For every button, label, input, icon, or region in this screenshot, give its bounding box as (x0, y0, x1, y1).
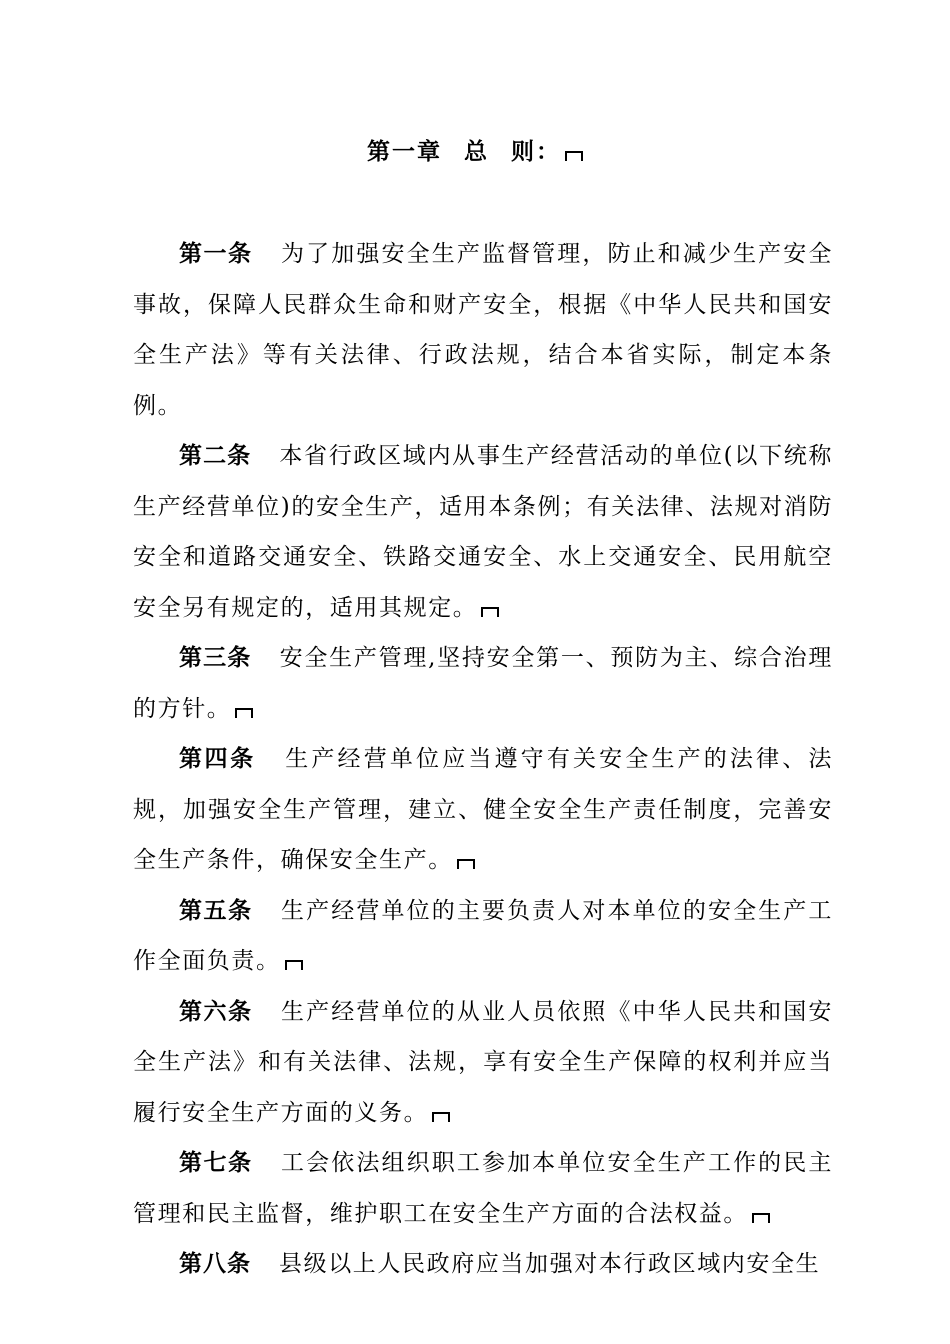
paragraph-mark-icon (285, 960, 303, 970)
article-text: 工会依法组织职工参加本单位安全生产工作的民主管理和民主监督，维护职工在安全生产方面的合法权益。 (133, 1150, 834, 1227)
chapter-number: 第一章 (367, 139, 442, 165)
paragraph-mark-icon (481, 607, 499, 617)
article-7 (133, 1138, 833, 1239)
paragraph-mark-icon (235, 708, 253, 718)
article-1 (133, 229, 833, 431)
article-2 (133, 431, 833, 633)
paragraph-mark-icon (752, 1213, 770, 1223)
article-number: 第一条 (179, 241, 253, 267)
article-number: 第七条 (179, 1150, 253, 1176)
article-text: 安全生产管理,坚持安全第一、预防为主、综合治理的方针。 (133, 645, 833, 722)
article-4 (133, 734, 833, 886)
article-5 (133, 886, 833, 987)
article-3 (133, 633, 833, 734)
article-number: 第二条 (179, 443, 252, 469)
article-number: 第五条 (179, 897, 253, 924)
chapter-word-2: 则： (511, 139, 561, 165)
article-number: 第四条 (179, 746, 256, 772)
paragraph-mark-icon (457, 859, 475, 869)
article-text: 本省行政区域内从事生产经营活动的单位(以下统称生产经营单位)的安全生产，适用本条例；有关法律、法规对消防安全和道路交通安全、铁路交通安全、水上交通安全、民用航空安全另有规定的，适用其规定。 (133, 443, 834, 621)
article-text: 县级以上人民政府应当加强对本行政区域内安全生 (279, 1251, 821, 1277)
chapter-word-1: 总 (464, 139, 489, 165)
article-number: 第六条 (179, 998, 253, 1025)
article-number: 第三条 (179, 645, 252, 671)
article-8 (133, 1239, 833, 1290)
article-text: 生产经营单位应当遵守有关安全生产的法律、法规，加强安全生产管理，建立、健全安全生产责任制度，完善安全生产条件，确保安全生产。 (133, 746, 834, 873)
chapter-title (0, 132, 950, 172)
article-list (133, 229, 833, 1290)
article-number: 第八条 (179, 1251, 251, 1277)
paragraph-mark-icon (565, 151, 583, 161)
article-text: 为了加强安全生产监督管理，防止和减少生产安全事故，保障人民群众生命和财产安全，根据《中华人民共和国安全生产法》等有关法律、行政法规，结合本省实际，制定本条例。 (133, 241, 834, 419)
paragraph-mark-icon (432, 1112, 450, 1122)
article-text: 生产经营单位的从业人员依照《中华人民共和国安全生产法》和有关法律、法规，享有安全生产保障的权利并应当履行安全生产方面的义务。 (133, 998, 834, 1126)
article-text: 生产经营单位的主要负责人对本单位的安全生产工作全面负责。 (133, 897, 834, 974)
article-6 (133, 987, 833, 1139)
